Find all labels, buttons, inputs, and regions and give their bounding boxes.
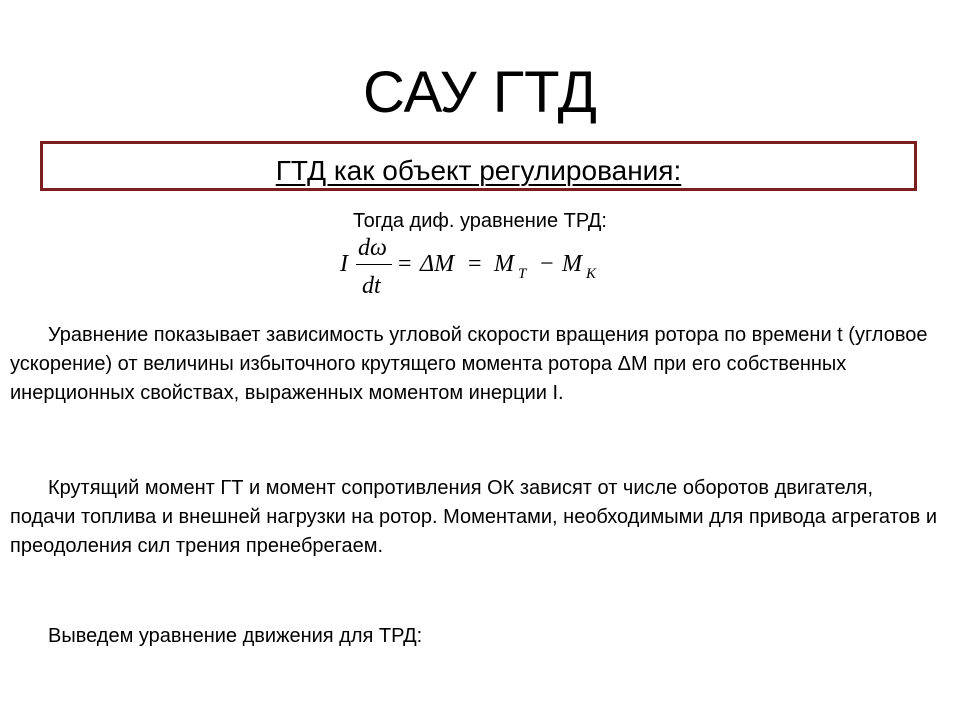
paragraph-torque: Крутящий момент ГТ и момент сопротивления ОК зависят от числе оборотов двигателя, подачи топлива и внешней нагрузки на ротор. Моментами, необходимыми для привода агрегатов и преодоления сил трения пренебрегаем.	[10, 477, 938, 557]
formula-numerator: dω	[358, 235, 387, 261]
formula-inertia: I	[340, 251, 348, 277]
formula-denominator: dt	[362, 273, 381, 299]
subtitle-box	[40, 141, 917, 191]
formula-mk-subscript: K	[586, 266, 597, 282]
formula-minus: −	[540, 251, 554, 277]
slide-title: САУ ГТД	[363, 60, 597, 125]
formula-mt: M	[494, 251, 514, 277]
formula-delta-m: ΔM	[420, 251, 455, 277]
formula-equals-1: =	[398, 251, 412, 277]
formula-equals-2: =	[468, 251, 482, 277]
formula-mk: M	[562, 251, 582, 277]
formula-mt-subscript: T	[518, 266, 527, 282]
formula-fraction-bar	[356, 264, 392, 265]
motion-equation-formula	[336, 232, 636, 302]
intro-line: Тогда диф. уравнение ТРД:	[353, 210, 607, 232]
subtitle-text: ГТД как объект регулирования:	[275, 155, 682, 186]
paragraph-derive: Выведем уравнение движения для ТРД:	[48, 625, 423, 647]
paragraph-explanation: Уравнение показывает зависимость угловой скорости вращения ротора по времени t (угловое ускорение) от величины избыточного крутящего момента ротора ΔМ при его собственных инерционных свойствах, выраженных моментом инерции I.	[10, 324, 928, 404]
